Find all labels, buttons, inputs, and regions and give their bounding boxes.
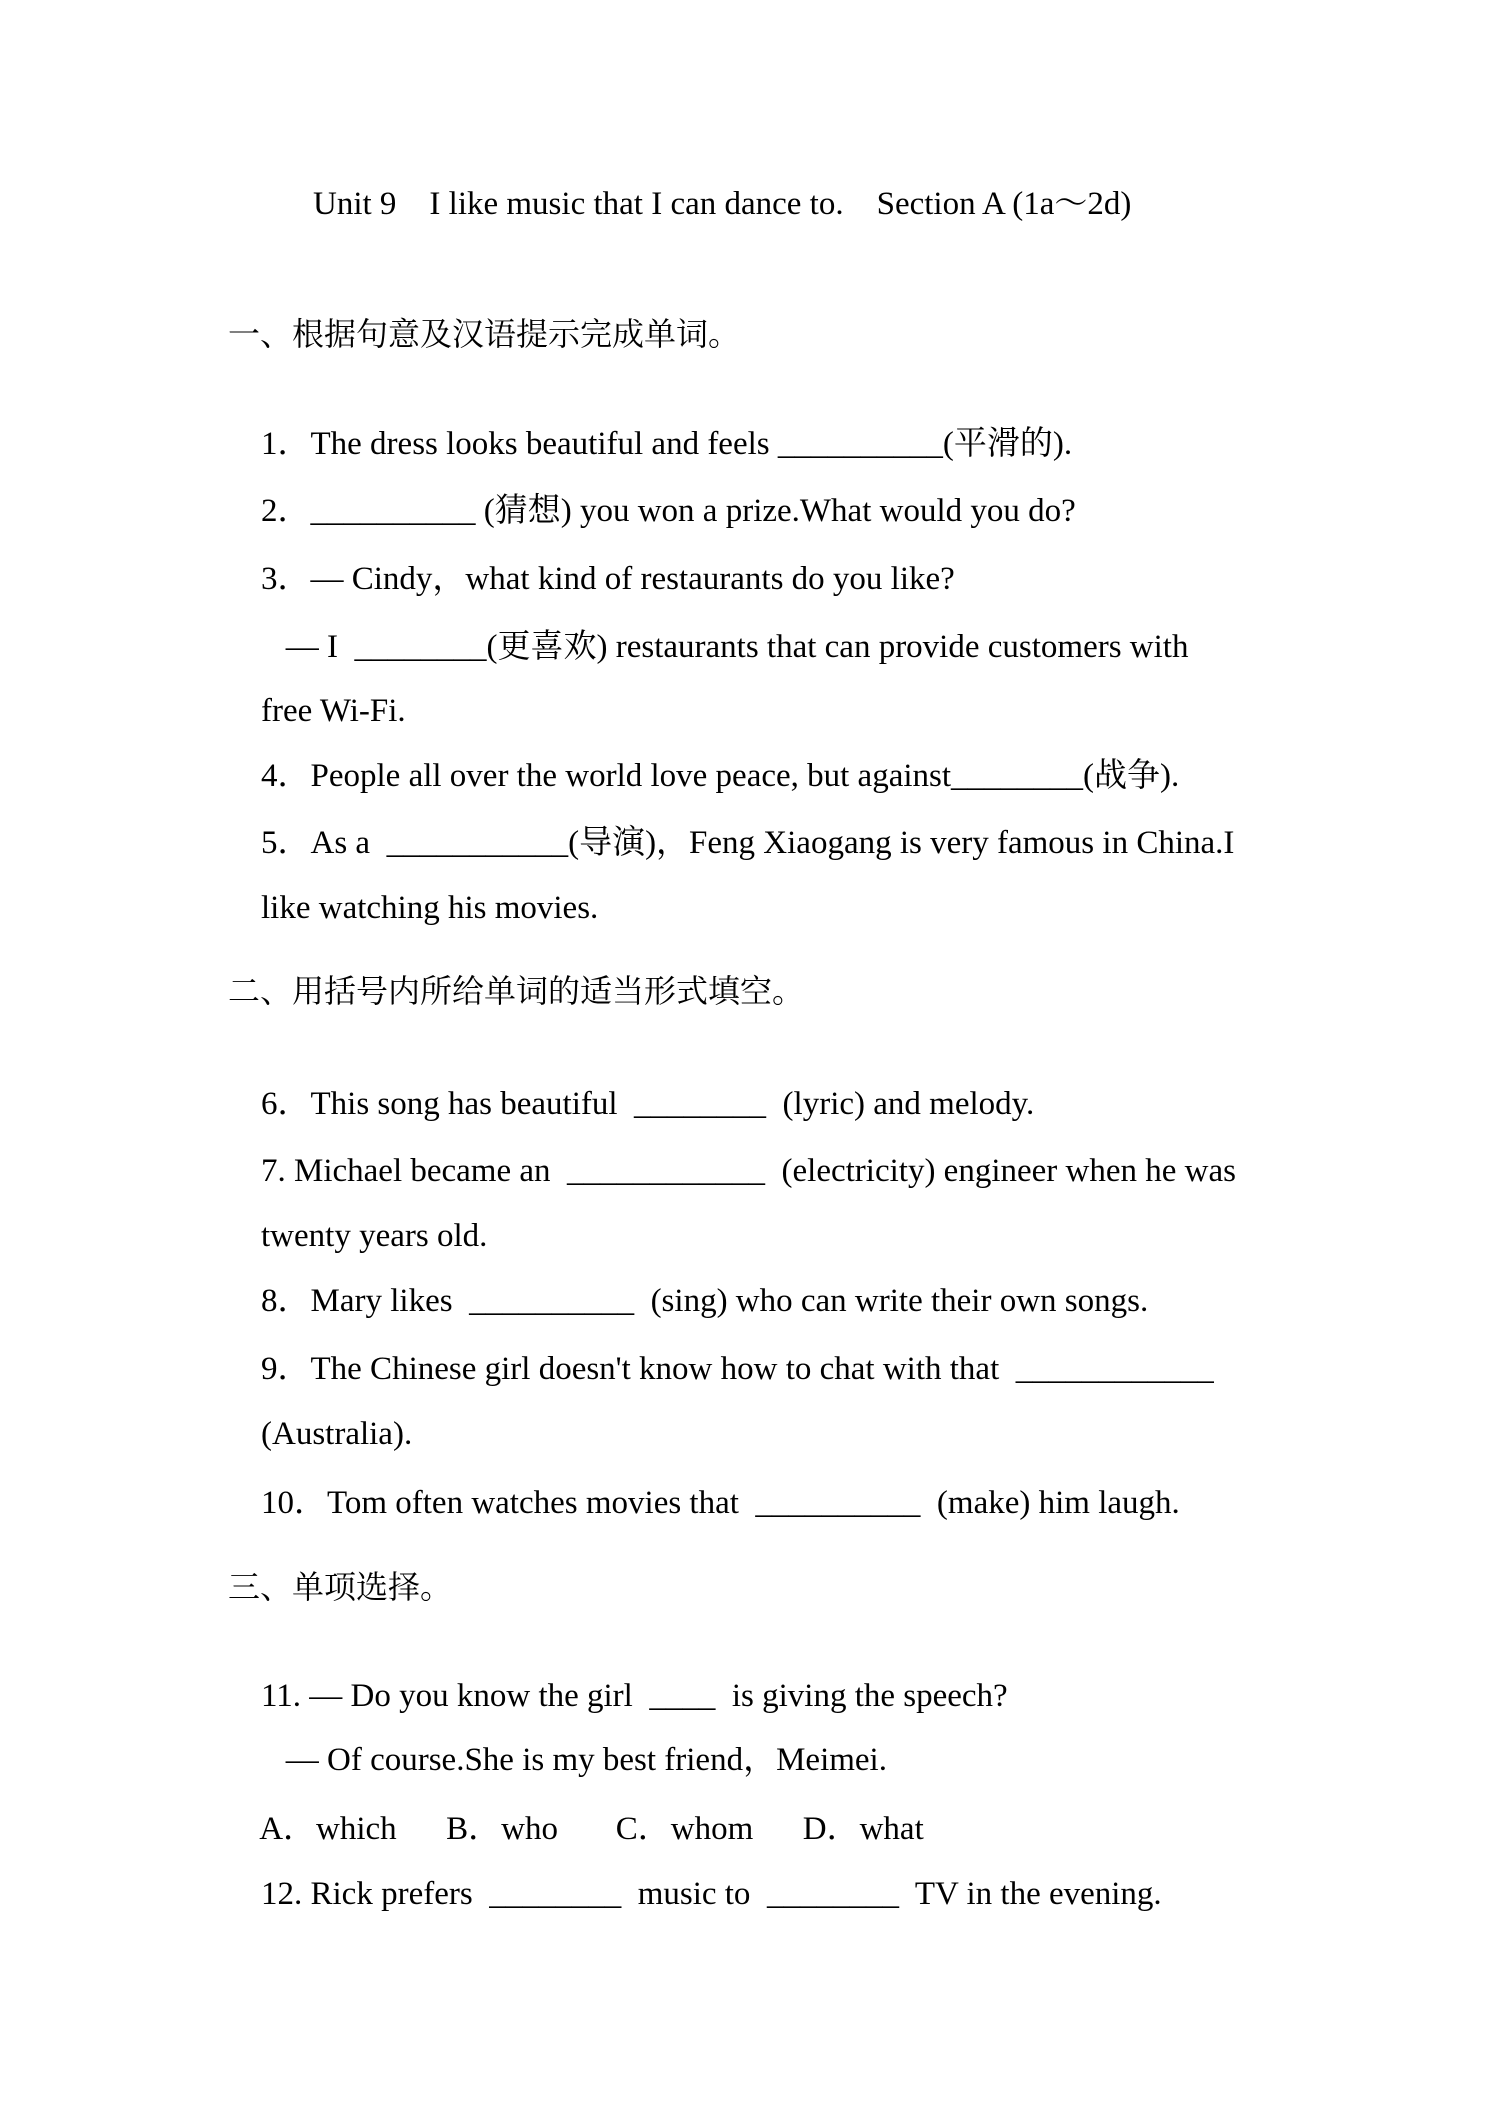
question-10 — [228, 1443, 1180, 1563]
question-text: 4．People all over the world love peace, but against — [261, 758, 952, 794]
question-text: 8．Mary likes — [261, 1283, 470, 1319]
question-text: 6．This song has beautiful — [261, 1086, 635, 1122]
question-text: music to — [621, 1876, 767, 1912]
answer-blank[interactable]: __________ — [469, 1283, 635, 1319]
question-text: (Australia). — [261, 1416, 413, 1452]
answer-options[interactable]: A．which B．who C．whom D．what — [259, 1811, 924, 1847]
question-text: 5．As a — [261, 825, 387, 861]
question-hint: (make) him laugh. — [920, 1485, 1180, 1521]
question-12 — [228, 1834, 1162, 1954]
answer-blank[interactable]: ___________ — [386, 825, 569, 861]
question-text: 9．The Chinese girl doesn't know how to chat with that — [261, 1351, 1016, 1387]
question-text: is giving the speech? — [715, 1678, 1008, 1714]
answer-blank[interactable]: __________ — [777, 426, 943, 462]
question-hint: (lyric) and melody. — [766, 1086, 1035, 1122]
answer-blank[interactable]: ________ — [634, 1086, 767, 1122]
answer-blank[interactable]: ________ — [951, 758, 1084, 794]
question-hint: (更喜欢) restaurants that can provide customers with — [486, 629, 1189, 665]
answer-blank[interactable]: ____________ — [1015, 1351, 1214, 1387]
question-hint: (sing) who can write their own songs. — [634, 1283, 1149, 1319]
question-text: 10．Tom often watches movies that — [261, 1485, 756, 1521]
question-hint: (electricity) engineer when he was — [765, 1153, 1236, 1189]
question-text: — I — [261, 629, 355, 665]
question-text: twenty years old. — [261, 1218, 488, 1254]
answer-blank[interactable]: ________ — [489, 1876, 622, 1912]
section-heading-2: 二、用括号内所给单词的适当形式填空。 — [228, 972, 805, 1010]
question-text: 7. Michael became an — [261, 1153, 568, 1189]
page-title: Unit 9 I like music that I can dance to. Section A (1a～2d) — [313, 186, 1132, 222]
question-text: — Of course.She is my best friend，Meimei. — [261, 1742, 887, 1778]
answer-blank[interactable]: __________ — [310, 493, 476, 529]
question-text: 12. Rick prefers — [261, 1876, 490, 1912]
question-hint: (猜想) you won a prize.What would you do? — [475, 493, 1076, 529]
section-heading-1: 一、根据句意及汉语提示完成单词。 — [228, 315, 741, 353]
question-hint: (平滑的). — [942, 426, 1073, 462]
question-text: 11. — Do you know the girl — [261, 1678, 650, 1714]
question-text: free Wi-Fi. — [261, 693, 406, 729]
answer-blank[interactable]: ____ — [649, 1678, 716, 1714]
answer-blank[interactable]: __________ — [755, 1485, 921, 1521]
section-heading-3: 三、单项选择。 — [228, 1568, 453, 1606]
question-text: 1．The dress looks beautiful and feels — [261, 426, 778, 462]
question-text: 2． — [261, 493, 311, 529]
question-text: 3．— Cindy，what kind of restaurants do you like? — [261, 561, 955, 597]
question-text: TV in the evening. — [898, 1876, 1162, 1912]
question-hint: (战争). — [1083, 758, 1180, 794]
answer-blank[interactable]: ________ — [354, 629, 487, 665]
question-5-continued — [228, 848, 598, 968]
question-text: like watching his movies. — [261, 890, 599, 926]
answer-blank[interactable]: ________ — [766, 1876, 899, 1912]
answer-blank[interactable]: ____________ — [567, 1153, 766, 1189]
question-hint: (导演)，Feng Xiaogang is very famous in China.I — [568, 825, 1235, 861]
